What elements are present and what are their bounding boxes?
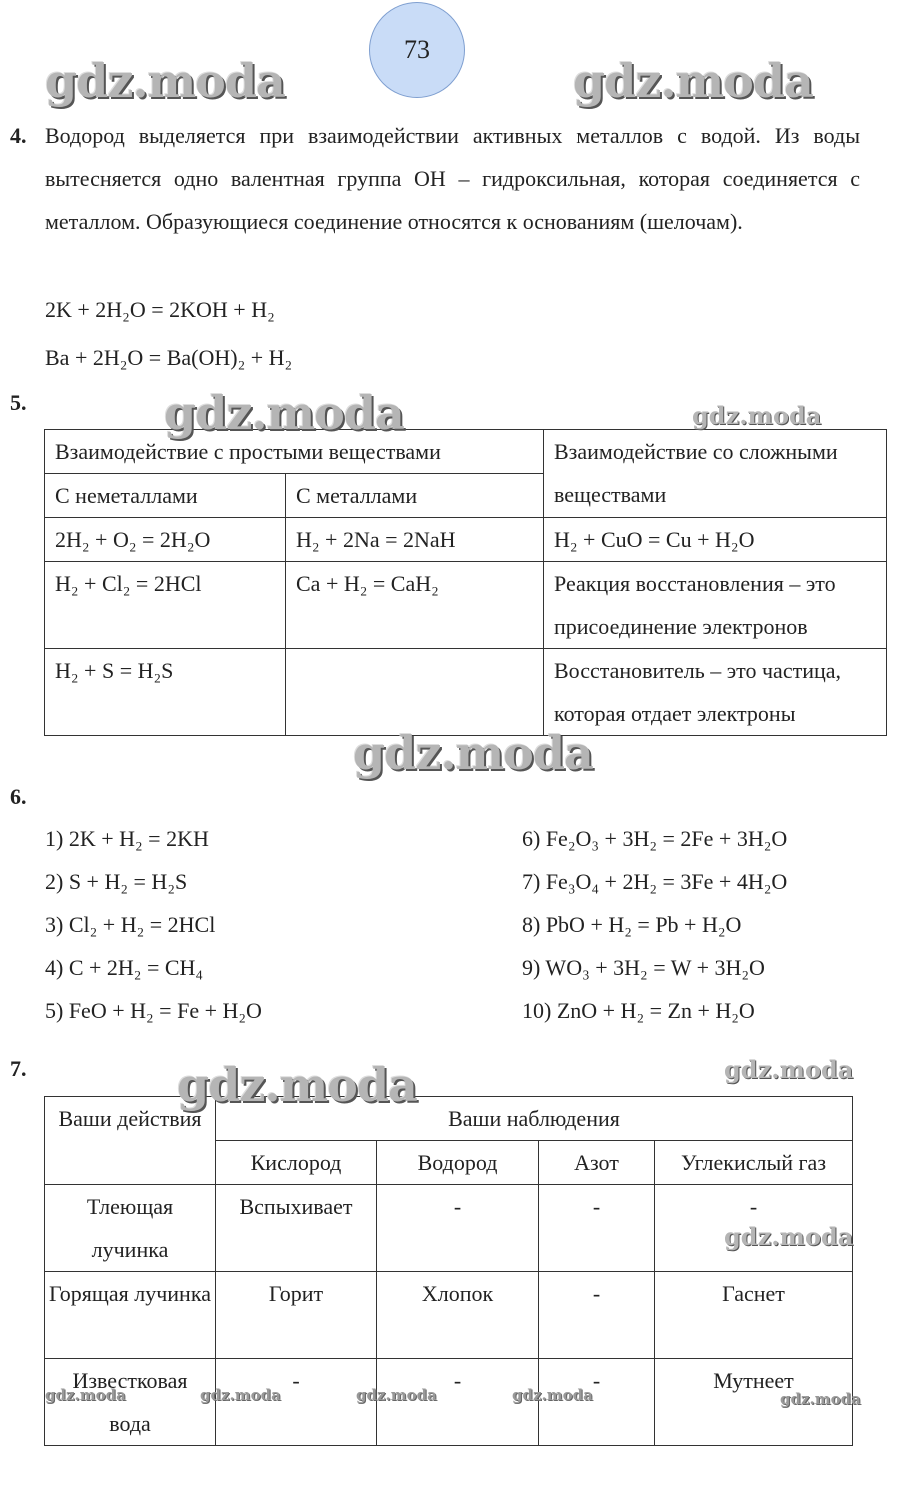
list-item: 10) ZnO + H₂ = Zn + H₂O <box>522 998 755 1023</box>
table-cell: Ca + H₂ = CaH₂ <box>286 562 544 649</box>
gas-oxygen: Кислород <box>216 1141 377 1185</box>
table-cell: H₂ + CuO = Cu + H₂O <box>544 518 887 562</box>
table-cell: H₂ + 2Na = 2NaH <box>286 518 544 562</box>
table-cell: - <box>377 1185 539 1272</box>
task7-number: 7. <box>10 1056 27 1081</box>
table-cell: 2H₂ + O₂ = 2H₂O <box>45 518 286 562</box>
table-cell: - <box>655 1185 853 1272</box>
table-cell: Реакция восстановления – это присоединение электронов <box>544 562 887 649</box>
watermark: gdz.moda <box>356 1386 437 1404</box>
table-cell: - <box>377 1359 539 1446</box>
list-item: 4) C + 2H₂ = CH₄ <box>45 955 204 980</box>
watermark: gdz.moda <box>780 1390 861 1408</box>
header-complex: Взаимодействие со сложными веществами <box>544 430 887 518</box>
row-action: Горящая лучинка <box>45 1272 216 1359</box>
table-cell: Вспыхивает <box>216 1185 377 1272</box>
list-item: 9) WO₃ + 3H₂ = W + 3H₂O <box>522 955 765 980</box>
task4-paragraph: Водород выделяется при взаимодействии активных металлов с водой. Из воды вытесняется одно валентная группа ОН – гидроксильная, которая соединяется с металлом. Образующиеся соединение относятся к основаниям (шелочам). <box>45 123 860 234</box>
subheader-nonmetals: С неметаллами <box>45 474 286 518</box>
table-cell: H₂ + Cl₂ = 2HCl <box>45 562 286 649</box>
table-cell: Хлопок <box>377 1272 539 1359</box>
table-cell: Мутнеет <box>655 1359 853 1446</box>
watermark: gdz.moda <box>177 1058 417 1112</box>
watermark: gdz.moda <box>724 1055 854 1084</box>
task4-equation-2: Ba + 2H₂O = Ba(OH)₂ + H₂ <box>45 345 293 370</box>
list-item: 5) FeO + H₂ = Fe + H₂O <box>45 998 262 1023</box>
list-item: 2) S + H₂ = H₂S <box>45 869 188 894</box>
task7-table <box>44 1096 853 1446</box>
list-item: 8) PbO + H₂ = Pb + H₂O <box>522 912 742 937</box>
gas-hydrogen: Водород <box>377 1141 539 1185</box>
table-row <box>45 562 887 649</box>
table-row <box>45 518 887 562</box>
table-cell: - <box>539 1185 655 1272</box>
task6-left-list <box>45 817 262 1032</box>
row-action: Тлеющая лучинка <box>45 1185 216 1272</box>
table-cell: - <box>539 1272 655 1359</box>
list-item: 7) Fe₃O₄ + 2H₂ = 3Fe + 4H₂O <box>522 869 788 894</box>
gas-carbon-dioxide: Углекислый газ <box>655 1141 853 1185</box>
row-action: Известковая вода <box>45 1359 216 1446</box>
task5-number: 5. <box>10 390 27 415</box>
watermark: gdz.moda <box>353 726 593 780</box>
list-item: 1) 2K + H₂ = 2KH <box>45 826 209 851</box>
watermark: gdz.moda <box>512 1386 593 1404</box>
watermark: gdz.moda <box>164 386 404 440</box>
list-item: 3) Cl₂ + H₂ = 2HCl <box>45 912 216 937</box>
table-row <box>45 649 887 736</box>
watermark: gdz.moda <box>573 54 813 108</box>
table-cell: Восстановитель – это частица, которая отдает электроны <box>544 649 887 736</box>
watermark: gdz.moda <box>724 1222 854 1251</box>
header-actions: Ваши действия <box>45 1097 216 1185</box>
table-cell <box>286 649 544 736</box>
gas-nitrogen: Азот <box>539 1141 655 1185</box>
watermark: gdz.moda <box>45 54 285 108</box>
header-simple: Взаимодействие с простыми веществами <box>45 430 544 474</box>
watermark: gdz.moda <box>200 1386 281 1404</box>
task4-equation-1: 2K + 2H₂O = 2KOH + H₂ <box>45 297 275 322</box>
watermark: gdz.moda <box>45 1386 126 1404</box>
subheader-metals: С металлами <box>286 474 544 518</box>
table-row <box>45 1359 853 1446</box>
task6-number: 6. <box>10 784 27 809</box>
page-number: 73 <box>369 2 465 98</box>
task4-number: 4. <box>10 123 27 148</box>
list-item: 6) Fe₂O₃ + 3H₂ = 2Fe + 3H₂O <box>522 826 788 851</box>
table-row <box>45 1272 853 1359</box>
header-observations: Ваши наблюдения <box>216 1097 853 1141</box>
task6-right-list <box>522 817 787 1032</box>
table-cell: H₂ + S = H₂S <box>45 649 286 736</box>
table-cell: Гаснет <box>655 1272 853 1359</box>
table-cell: Горит <box>216 1272 377 1359</box>
watermark: gdz.moda <box>692 401 822 430</box>
table-cell: - <box>216 1359 377 1446</box>
task5-table <box>44 429 887 736</box>
table-cell: - <box>539 1359 655 1446</box>
